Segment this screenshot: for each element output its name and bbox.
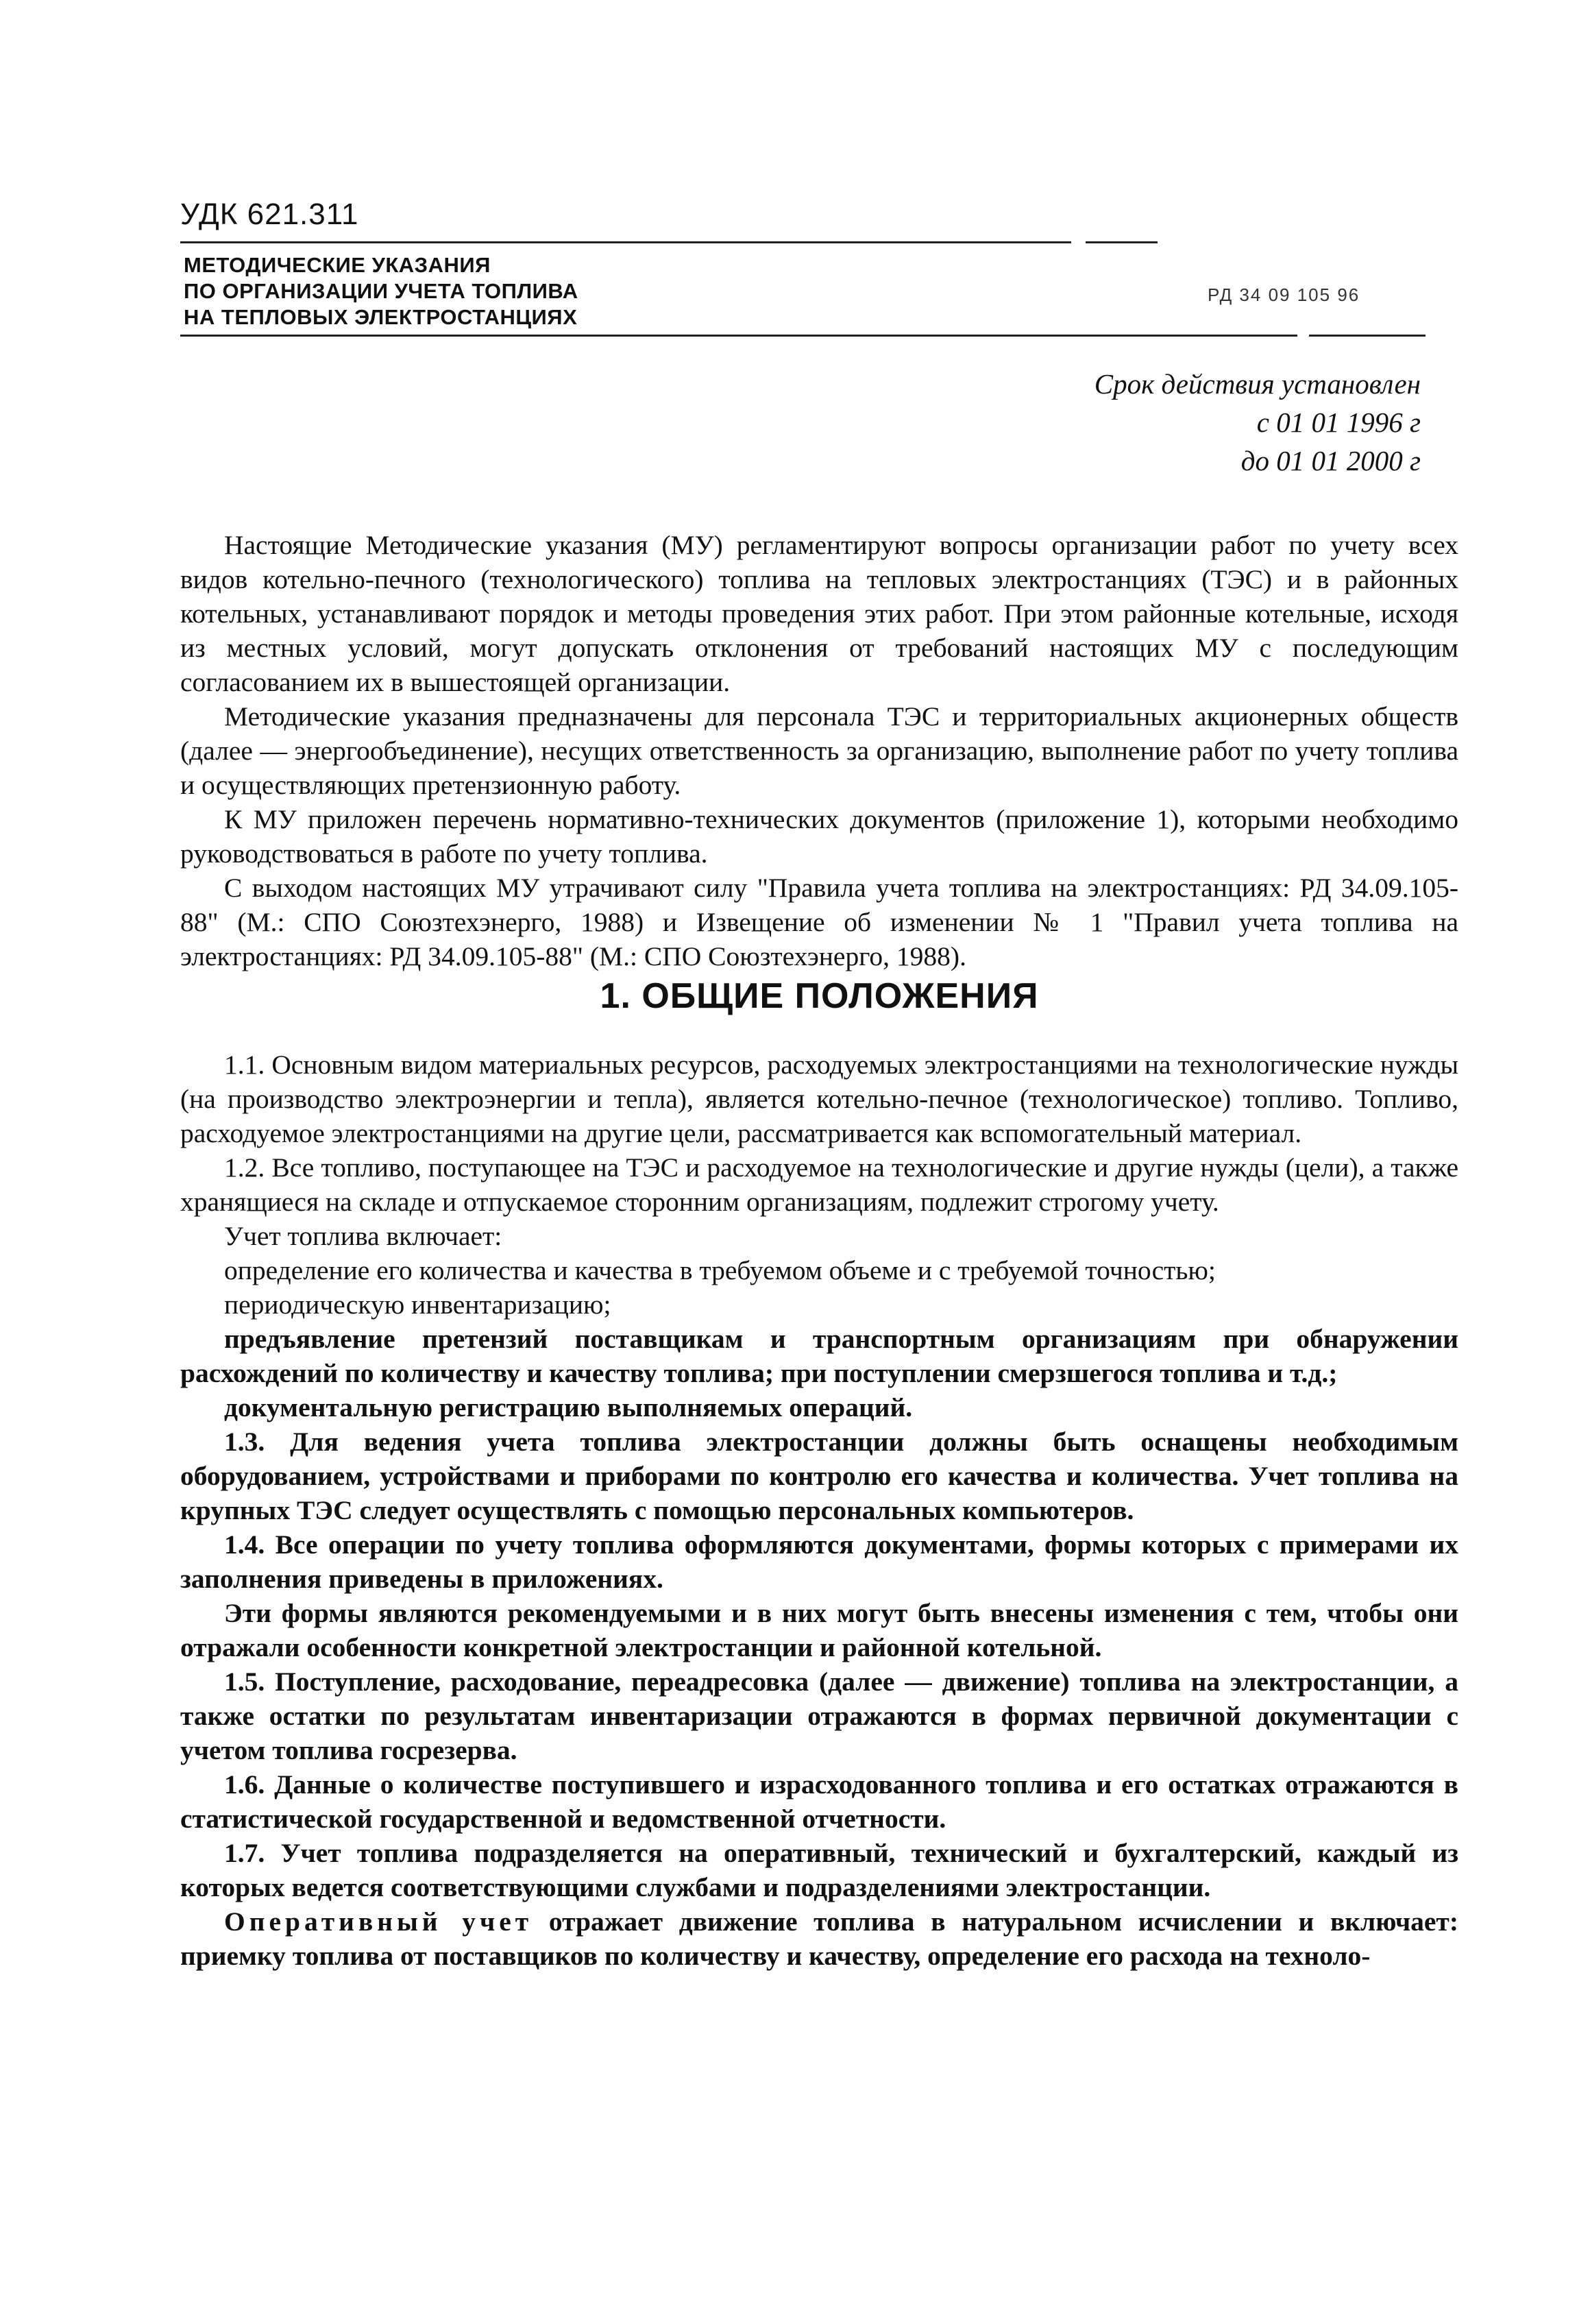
title-line-3: НА ТЕПЛОВЫХ ЭЛЕКТРОСТАНЦИЯХ bbox=[184, 305, 578, 329]
list-item-1: определение его количества и качества в требуемом объеме и с требуемой точностью; bbox=[224, 1255, 1216, 1285]
header-rule-bottom-dash bbox=[1309, 335, 1426, 337]
clause-1-4-note: Эти формы являются рекомендуемыми и в них могут быть внесены изменения с тем, чтобы они отражали особенности конкретной электростанции и районной котельной. bbox=[180, 1598, 1458, 1662]
clause-1-4: 1.4. Все операции по учету топлива оформляются документами, формы которых с примерами их заполнения приведены в приложениях. bbox=[180, 1529, 1458, 1594]
clause-1-2: 1.2. Все топливо, поступающее на ТЭС и расходуемое на технологические и другие нужды (цели), а также хранящиеся на складе и отпускаемое сторонним организациям, подлежит строгому учету. bbox=[180, 1152, 1458, 1217]
header-rule-top bbox=[180, 241, 1071, 243]
validity-line-1: Срок действия установлен bbox=[1094, 368, 1421, 400]
document-title bbox=[184, 252, 578, 330]
clause-1-6: 1.6. Данные о количестве поступившего и израсходованного топлива и его остатках отражаются в статистической государственной и ведомственной отчетности. bbox=[180, 1769, 1458, 1834]
list-item-2: периодическую инвентаризацию; bbox=[224, 1290, 611, 1320]
clause-1-7: 1.7. Учет топлива подразделяется на оперативный, технический и бухгалтерский, каждый из которых ведется соответствующими службами и подразделениями электростанции. bbox=[180, 1838, 1458, 1902]
section-1-body bbox=[180, 1048, 1458, 1973]
section-heading: 1. ОБЩИЕ ПОЛОЖЕНИЯ bbox=[600, 976, 1039, 1016]
intro-paragraph-1: Настоящие Методические указания (МУ) регламентируют вопросы организации работ по учету всех видов котельно-печного (технологического) топлива на тепловых электростанциях (ТЭС) и в районных котельных, устанавливают порядок и методы проведения этих работ. При этом районные котельные, исходя из местных условий, могут допускать отклонения от требований настоящих МУ с последующим согласованием их в вышестоящей организации. bbox=[180, 530, 1458, 697]
validity-block bbox=[1094, 365, 1421, 480]
operational-accounting-paragraph bbox=[180, 1904, 1458, 1973]
intro-section bbox=[180, 528, 1458, 973]
operational-accounting-text: отражает движение топлива в натуральном исчислении и включает: приемку топлива от поставщиков по количеству и качеству, определение его расхода на техноло- bbox=[180, 1907, 1458, 1971]
header-rule-top-dash bbox=[1086, 241, 1158, 243]
validity-line-3: до 01 01 2000 г bbox=[1240, 445, 1421, 476]
list-item-3: предъявление претензий поставщикам и транспортным организациям при обнаружении расхождений по количеству и качеству топлива; при поступлении смерзшегося топлива и т.д.; bbox=[180, 1324, 1458, 1388]
document-code: РД 34 09 105 96 bbox=[1208, 285, 1360, 305]
bold-clauses bbox=[180, 1322, 1458, 1973]
clause-1-3: 1.3. Для ведения учета топлива электростанции должны быть оснащены необходимым оборудованием, устройствами и приборами по контролю его качества и количества. Учет топлива на крупных ТЭС следует осуществлять с помощью персональных компьютеров. bbox=[180, 1427, 1458, 1525]
clause-1-5: 1.5. Поступление, расходование, переадресовка (далее — движение) топлива на электростанции, а также остатки по результатам инвентаризации отражаются в формах первичной документации с учетом топлива госрезерва. bbox=[180, 1667, 1458, 1765]
title-line-2: ПО ОРГАНИЗАЦИИ УЧЕТА ТОПЛИВА bbox=[184, 279, 578, 303]
operational-accounting-term: Оперативный учет bbox=[224, 1907, 533, 1937]
validity-line-2: с 01 01 1996 г bbox=[1256, 407, 1421, 438]
udk-code: УДК 621.311 bbox=[180, 197, 359, 231]
title-line-1: МЕТОДИЧЕСКИЕ УКАЗАНИЯ bbox=[184, 253, 491, 277]
clause-1-1: 1.1. Основным видом материальных ресурсов, расходуемых электростанциями на технологические нужды (на производство электроэнергии и тепла), является котельно-печное (технологическое) топливо. Топливо, расходуемое электростанциями на другие цели, рассматривается как вспомогательный материал. bbox=[180, 1050, 1458, 1148]
list-item-4: документальную регистрацию выполняемых операций. bbox=[224, 1392, 913, 1423]
intro-paragraph-3: К МУ приложен перечень нормативно-технических документов (приложение 1), которыми необходимо руководствоваться в работе по учету топлива. bbox=[180, 804, 1458, 869]
header-rule-bottom bbox=[180, 335, 1297, 337]
intro-paragraph-2: Методические указания предназначены для персонала ТЭС и территориальных акционерных обществ (далее — энергообъединение), несущих ответственность за организацию, выполнение работ по учету топлива и осуществляющих претензионную работу. bbox=[180, 701, 1458, 800]
intro-paragraph-4: С выходом настоящих МУ утрачивают силу "Правила учета топлива на электростанциях: РД 34.09.105-88" (М.: СПО Союзтехэнерго, 1988) и Извещение об изменении № 1 "Правил учета топлива на электростанциях: РД 34.09.105-88" (М.: СПО Союзтехэнерго, 1988). bbox=[180, 873, 1458, 971]
list-intro: Учет топлива включает: bbox=[224, 1221, 502, 1251]
